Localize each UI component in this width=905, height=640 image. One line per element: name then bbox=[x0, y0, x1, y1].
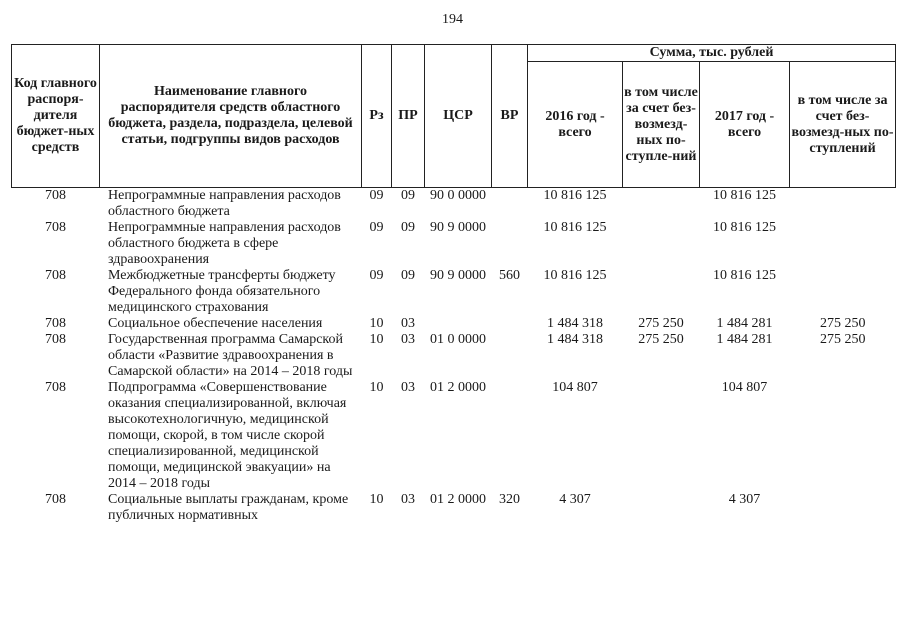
cell-vr bbox=[492, 316, 528, 332]
header-kod: Код главного распоря-дителя бюджет-ных средств bbox=[12, 45, 100, 188]
cell-2016-total: 10 816 125 bbox=[543, 268, 607, 283]
cell-kod: 708 bbox=[45, 188, 66, 203]
cell-2016-free: 275 250 bbox=[638, 332, 684, 347]
cell-kod: 708 bbox=[45, 492, 66, 507]
cell-2016-free bbox=[623, 268, 700, 316]
cell-2016-free bbox=[623, 380, 700, 492]
cell-2017-total: 10 816 125 bbox=[713, 268, 776, 283]
cell-pr: 09 bbox=[401, 220, 415, 235]
cell-pr: 09 bbox=[401, 188, 415, 203]
cell-name: Государственная программа Самарской области «Развитие здравоохранения в Самарской области» на 2014 – 2018 годы bbox=[108, 332, 353, 379]
cell-2017-total: 10 816 125 bbox=[713, 220, 776, 235]
cell-csr: 01 0 0000 bbox=[430, 332, 486, 347]
header-2017-total: 2017 год - всего bbox=[700, 62, 790, 188]
cell-2017-free: 275 250 bbox=[820, 332, 866, 347]
header-vr: ВР bbox=[492, 45, 528, 188]
cell-2017-total: 1 484 281 bbox=[716, 316, 773, 331]
header-2017-free: в том числе за счет без-возмезд-ных по-ступлений bbox=[790, 62, 896, 188]
cell-2017-free bbox=[790, 220, 896, 268]
cell-2016-free: 275 250 bbox=[638, 316, 684, 331]
cell-2016-free bbox=[623, 492, 700, 524]
table-row bbox=[12, 332, 896, 380]
cell-csr: 90 9 0000 bbox=[430, 220, 486, 235]
cell-kod: 708 bbox=[45, 380, 66, 395]
cell-rz: 09 bbox=[369, 268, 384, 283]
cell-rz: 10 bbox=[369, 316, 384, 331]
table-row bbox=[12, 188, 896, 221]
cell-kod: 708 bbox=[45, 316, 66, 331]
cell-kod: 708 bbox=[45, 220, 66, 235]
table-row bbox=[12, 492, 896, 524]
cell-rz: 09 bbox=[369, 188, 384, 203]
cell-csr: 01 2 0000 bbox=[430, 492, 486, 507]
cell-csr: 01 2 0000 bbox=[430, 380, 486, 395]
cell-name: Социальные выплаты гражданам, кроме публичных нормативных bbox=[108, 492, 349, 523]
cell-2016-total: 4 307 bbox=[559, 492, 591, 507]
cell-pr: 03 bbox=[401, 332, 415, 347]
cell-csr: 90 0 0000 bbox=[430, 188, 486, 203]
cell-2017-free bbox=[790, 268, 896, 316]
cell-2017-total: 4 307 bbox=[728, 492, 761, 507]
cell-rz: 10 bbox=[369, 492, 384, 507]
cell-rz: 10 bbox=[369, 332, 384, 347]
cell-vr: 560 bbox=[499, 268, 520, 283]
cell-vr bbox=[492, 220, 528, 268]
cell-pr: 03 bbox=[401, 380, 415, 395]
cell-pr: 03 bbox=[401, 492, 415, 507]
cell-2017-free: 275 250 bbox=[820, 316, 866, 331]
cell-vr bbox=[492, 332, 528, 380]
header-sum-group: Сумма, тыс. рублей bbox=[528, 45, 896, 62]
cell-pr: 03 bbox=[401, 316, 415, 331]
cell-kod: 708 bbox=[45, 332, 66, 347]
page-number: 194 bbox=[442, 12, 463, 27]
cell-2016-free bbox=[623, 188, 700, 221]
cell-2016-total: 104 807 bbox=[552, 380, 598, 395]
header-2016-total: 2016 год - всего bbox=[528, 62, 623, 188]
cell-2017-total: 1 484 281 bbox=[716, 332, 773, 347]
cell-vr bbox=[492, 380, 528, 492]
cell-csr: 90 9 0000 bbox=[430, 268, 486, 283]
cell-2016-total: 1 484 318 bbox=[547, 332, 603, 347]
cell-name: Социальное обеспечение населения bbox=[108, 316, 323, 331]
cell-2016-free bbox=[623, 220, 700, 268]
cell-kod: 708 bbox=[45, 268, 66, 283]
cell-2017-free bbox=[790, 188, 896, 221]
cell-2016-total: 1 484 318 bbox=[547, 316, 603, 331]
cell-csr bbox=[425, 316, 492, 332]
cell-2017-total: 10 816 125 bbox=[713, 188, 776, 203]
cell-2017-free bbox=[790, 492, 896, 524]
cell-vr: 320 bbox=[499, 492, 520, 507]
cell-2017-free bbox=[790, 380, 896, 492]
table-row bbox=[12, 380, 896, 492]
cell-rz: 10 bbox=[369, 380, 384, 395]
cell-name: Подпрограмма «Совершенствование оказания специализированной, включая высокотехнологичную, медицинской помощи, скорой, в том числе скорой специализированной, медицинской помощи, медицинской эвакуации» на 2014 – 2018 годы bbox=[108, 380, 347, 491]
header-pr: ПР bbox=[392, 45, 425, 188]
cell-pr: 09 bbox=[401, 268, 415, 283]
table-row bbox=[12, 268, 896, 316]
budget-table bbox=[11, 44, 896, 524]
header-name: Наименование главного распорядителя средств областного бюджета, раздела, подраздела, целевой статьи, подгруппы видов расходов bbox=[100, 45, 362, 188]
header-rz: Рз bbox=[362, 45, 392, 188]
table-row bbox=[12, 220, 896, 268]
header-csr: ЦСР bbox=[425, 45, 492, 188]
header-2016-free: в том числе за счет без-возмезд-ных по-ступле-ний bbox=[623, 62, 700, 188]
cell-name: Непрограммные направления расходов областного бюджета bbox=[108, 188, 341, 219]
table-row bbox=[12, 316, 896, 332]
cell-name: Непрограммные направления расходов областного бюджета в сфере здравоохранения bbox=[108, 220, 341, 267]
cell-2016-total: 10 816 125 bbox=[543, 220, 607, 235]
cell-2016-total: 10 816 125 bbox=[543, 188, 607, 203]
cell-2017-total: 104 807 bbox=[721, 380, 768, 395]
cell-rz: 09 bbox=[369, 220, 384, 235]
cell-vr bbox=[492, 188, 528, 221]
cell-name: Межбюджетные трансферты бюджету Федерального фонда обязательного медицинского страхования bbox=[108, 268, 336, 315]
